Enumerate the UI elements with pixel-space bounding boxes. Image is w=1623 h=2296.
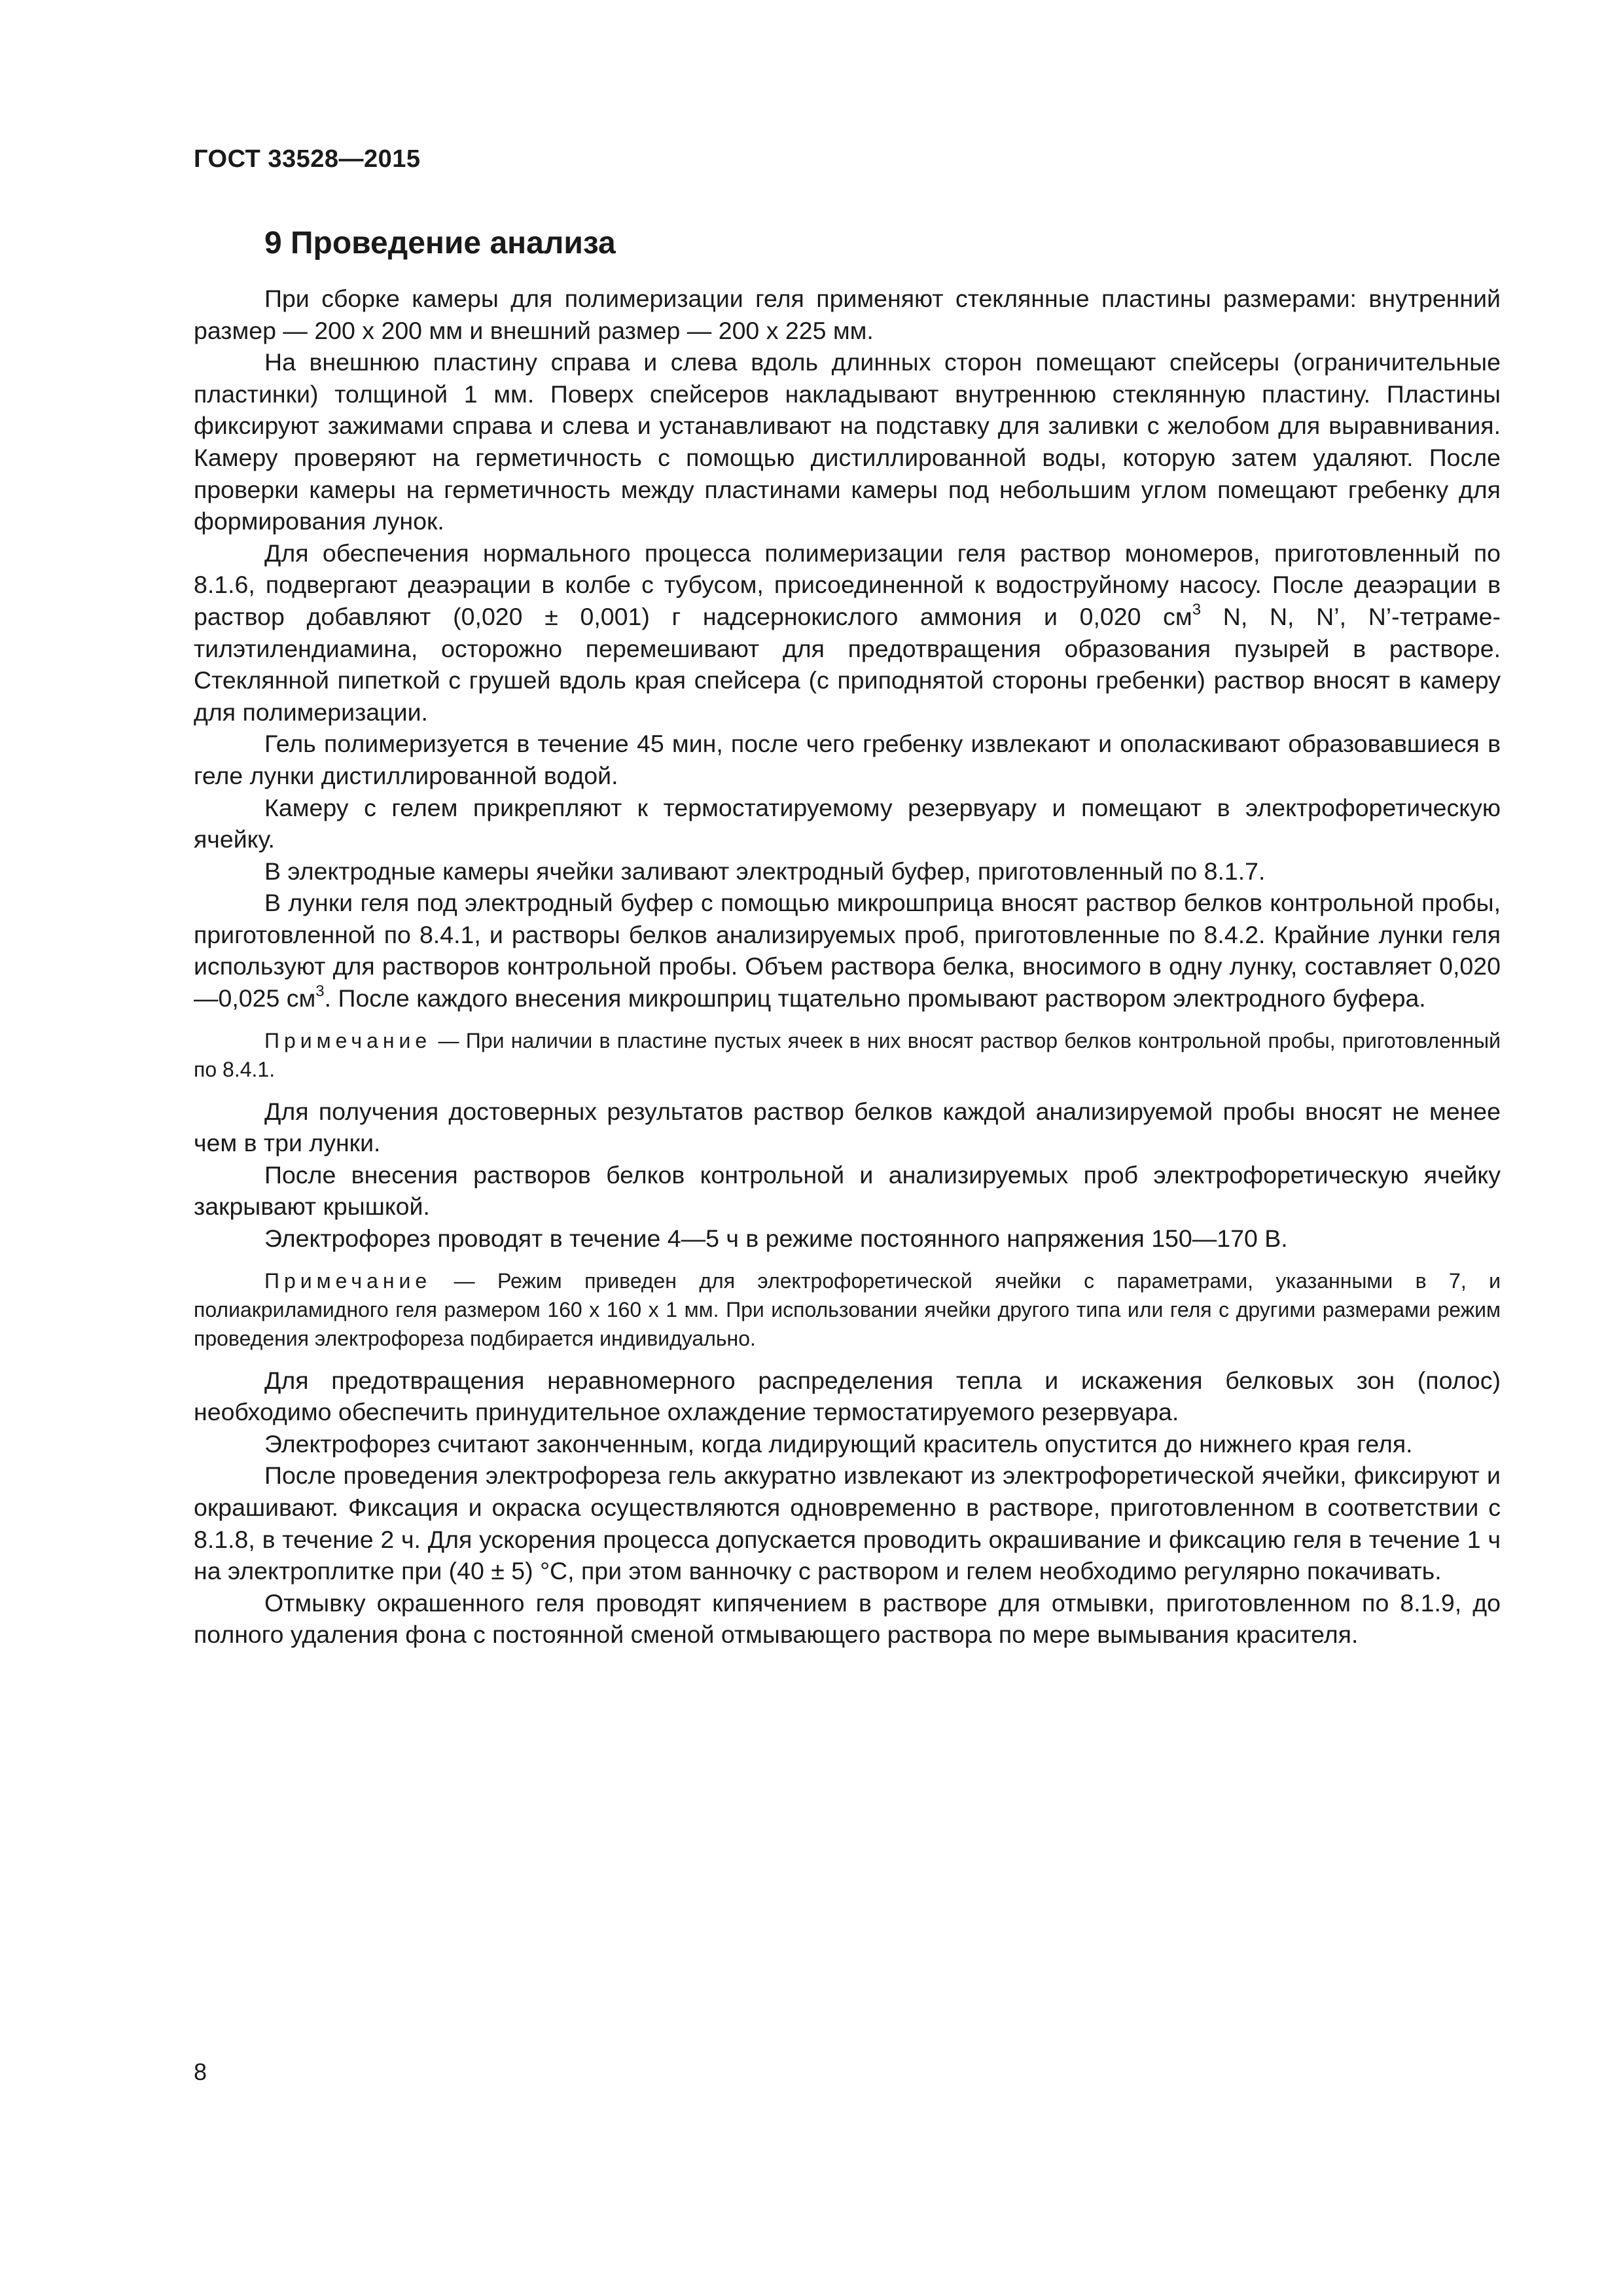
- paragraph-text: . После каждого внесения микрошприц тщательно промывают раствором электродного буфера.: [324, 984, 1426, 1013]
- note-label: Примечание: [264, 1028, 432, 1052]
- paragraph-electrophoresis-time: Электрофорез проводят в течение 4—5 ч в режиме постоянного напряжения 150—170 В.: [264, 1225, 1288, 1253]
- paragraph-washing: Отмывку окрашенного геля проводят кипячением в растворе для отмывки, приготовленном по 8.1.9, до полного удаления фона с постоянной сменой отмывающего раствора по мере вымывания красителя.: [194, 1588, 1501, 1649]
- note-mode: [194, 1266, 1501, 1353]
- paragraph-spacers: На внешнюю пластину справа и слева вдоль длинных сторон помещают спейсеры (ограничительные пластинки) толщиной 1 мм. Поверх спейсеров накладывают внутреннюю стеклянную пластину. Пластины фиксируют зажимами справа и слева и устанавливают на подставку для заливки с желобом для выравнивания. Камеру проверяют на герметичность с помощью дистиллированной воды, которую затем удаляют. После проверки камеры на герметичность между пластинами камеры под небольшим углом помещают гребенку для формирования лунок.: [194, 348, 1501, 535]
- paragraph-completion: Электрофорез считают законченным, когда лидирующий краситель опустится до нижнего края геля.: [264, 1429, 1413, 1458]
- note-text: — При наличии в пластине пустых ячеек в них вносят раствор белков контрольной пробы, приготовленный по 8.4.1.: [194, 1028, 1501, 1081]
- superscript: 3: [315, 982, 325, 1001]
- note-empty-wells: [194, 1026, 1501, 1084]
- paragraph-electrode-buffer: В электродные камеры ячейки заливают электродный буфер, приготовленный по 8.1.7.: [264, 857, 1266, 885]
- paragraph-text: В лунки геля под электродный буфер с помощью микрошприца вносят раствор белков контрольной пробы, приготовленной по 8.4.1, и растворы белков анализируемых проб, приготовленные по 8.4.2. Крайние лунки геля используют для растворов контрольной пробы. Объем раствора белка, вносимого в одну лунку, составляет 0,020—0,025 см: [194, 889, 1501, 1013]
- paragraph-polymerization: Гель полимеризуется в течение 45 мин, после чего гребенку извлекают и ополаскивают образовавшиеся в геле лунки дистиллированной водой.: [194, 730, 1501, 789]
- superscript: 3: [1192, 600, 1202, 619]
- paragraph-cooling: Для предотвращения неравномерного распределения тепла и искажения белковых зон (полос) необходимо обеспечить принудительное охлаждение термостатируемого резервуара.: [194, 1366, 1501, 1426]
- paragraph-staining: После проведения электрофореза гель аккуратно извлекают из электрофоретической ячейки, фиксируют и окрашивают. Фиксация и окраска осуществляются одновременно в растворе, приготовленном в соответствии с 8.1.8, в течение 2 ч. Для ускорения процесса допускается проводить окрашивание и фиксацию геля в течение 1 ч на электроплитке при (40 ± 5) °С, при этом ванночку с раствором и гелем необходимо регулярно покачивать.: [194, 1462, 1501, 1585]
- paragraph-cover: После внесения растворов белков контрольной и анализируемых проб электрофоретическую ячейку закрывают крышкой.: [194, 1160, 1501, 1221]
- note-text: — Режим приведен для электрофоретической ячейки с параметрами, указанными в 7, и полиакриламидного геля размером 160 х 160 х 1 мм. При использовании ячейки другого типа или геля с другими размерами режим проведения электрофореза подбирается индивидуально.: [194, 1268, 1501, 1350]
- paragraph-glass-plates: При сборке камеры для полимеризации геля применяют стеклянные пластины размерами: внутренний размер — 200 х 200 мм и внешний размер — 200 х 225 мм.: [194, 285, 1501, 344]
- paragraph-reliable-results: Для получения достоверных результатов раствор белков каждой анализируемой пробы вносят не менее чем в три лунки.: [194, 1097, 1501, 1157]
- section-title: 9 Проведение анализа: [264, 226, 616, 260]
- paragraph-deaeration: [194, 537, 1501, 728]
- page-number: 8: [194, 2058, 207, 2085]
- page-content: [194, 223, 1501, 1651]
- paragraph-wells: [194, 887, 1501, 1014]
- paragraph-text: N, N, N’, N’-тетраме-тилэтилендиамина, осторожно перемешивают для предотвращения образования пузырей в растворе. Стеклянной пипеткой с грушей вдоль края спейсера (с приподнятой стороны гребенки) раствор вносят в камеру для полимеризации.: [194, 602, 1501, 726]
- document-code: ГОСТ 33528—2015: [194, 145, 421, 173]
- paragraph-text: Для обеспечения нормального процесса полимеризации геля раствор мономеров, приготовленный по 8.1.6, подвергают деаэрации в колбе с тубусом, присоединенной к водоструйному насосу. После деаэрации в раствор добавляют (0,020 ± 0,001) г надсернокислого аммония и 0,020 см: [194, 539, 1501, 630]
- note-label: Примечание: [264, 1268, 432, 1293]
- paragraph-chamber: Камеру с гелем прикрепляют к термостатируемому резервуару и помещают в электрофоретическую ячейку.: [194, 793, 1501, 853]
